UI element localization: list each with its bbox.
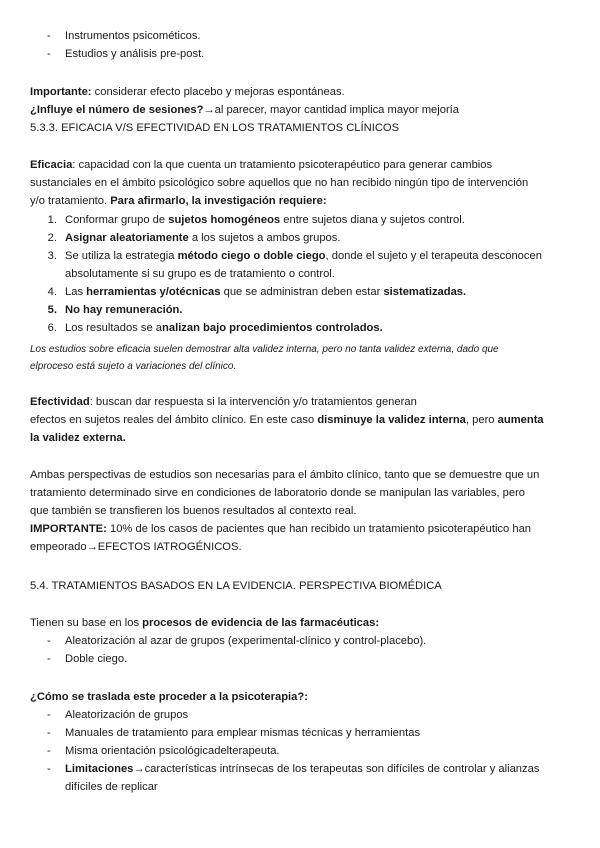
eficacia-paragraph: Eficacia: capacidad con la que cuenta un tratamiento psicoterapéutico para generar cambios sustanciales en el ámbito psicológico sobre aquellos que no han recibido ningún tipo de intervención y/o tratamiento. Para afirmarlo, la investigación requiere: bbox=[30, 159, 529, 207]
requirements-list bbox=[30, 211, 575, 337]
ambas-paragraph: Ambas perspectivas de estudios son necesarias para el ámbito clínico, tanto que se demuestre que un tratamiento determinado sirve en condiciones de laboratorio donde se manipulan las variables, pero que también se transfieren los buenos resultados al contexto real. IMPORTANTE: 10% de los casos de pacientes que han recibido un tratamiento psicoterapéutico han empeorado→EFECTOS IATROGÉNICOS. bbox=[30, 469, 540, 553]
efectividad-paragraph: Efectividad: buscan dar respuesta si la intervención y/o tratamientos generan efectos en sujetos reales del ámbito clínico. En este caso disminuye la validez interna, pero aumenta la validez externa. bbox=[30, 396, 544, 444]
importante-note: Importante: considerar efecto placebo y mejoras espontáneas. bbox=[30, 86, 345, 98]
dash-bullet: - bbox=[47, 763, 51, 775]
list-item: - Aleatorización al azar de grupos (experimental-clínico y control-placebo). bbox=[30, 632, 575, 650]
numbered-item: 5. No hay remuneración. bbox=[47, 304, 183, 316]
list-item-continuation: difíciles de replicar bbox=[65, 781, 158, 793]
dash-bullet: - bbox=[47, 709, 51, 721]
dash-bullet: - bbox=[47, 635, 51, 647]
numbered-item: 4. Las herramientas y/otécnicas que se administran deben estar sistematizadas. bbox=[47, 286, 467, 298]
list-item: - Doble ciego. bbox=[30, 650, 575, 668]
base-sentence: Tienen su base en los procesos de evidencia de las farmacéuticas: bbox=[30, 617, 380, 629]
dash-bullet: - bbox=[47, 745, 51, 757]
list-item: - Estudios y análisis pre-post. bbox=[30, 45, 575, 63]
list-item: - Misma orientación psicológicadelterapeuta. bbox=[30, 742, 575, 760]
dash-bullet: - bbox=[47, 30, 51, 42]
list-item: - Manuales de tratamiento para emplear mismas técnicas y herramientas bbox=[30, 724, 575, 742]
traslada-heading: ¿Cómo se traslada este proceder a la psicoterapia?: bbox=[30, 691, 308, 703]
sesiones-question: ¿Influye el número de sesiones?→al parecer, mayor cantidad implica mayor mejoría bbox=[30, 104, 460, 116]
list-item: - Aleatorización de grupos bbox=[30, 706, 575, 724]
top-bullet-list bbox=[30, 27, 575, 63]
dash-bullet: - bbox=[47, 653, 51, 665]
section-heading-5-4: 5.4. TRATAMIENTOS BASADOS EN LA EVIDENCIA. PERSPECTIVA BIOMÉDICA bbox=[30, 580, 442, 592]
italic-note: Los estudios sobre eficacia suelen demostrar alta validez interna, pero no tanta validez externa, dado que elproceso está sujeto a variaciones del clínico. bbox=[30, 344, 499, 372]
numbered-item: 1. Conformar grupo de sujetos homogéneos entre sujetos diana y sujetos control. bbox=[47, 214, 465, 226]
base-bullet-list bbox=[30, 632, 575, 668]
dash-bullet: - bbox=[47, 727, 51, 739]
numbered-item-continuation: absolutamente si su grupo es de tratamiento o control. bbox=[65, 268, 335, 280]
list-item: - Limitaciones→características intrínsecas de los terapeutas son difíciles de controlar y alianzas bbox=[30, 760, 575, 778]
numbered-item: 3. Se utiliza la estrategia método ciego o doble ciego, donde el sujeto y el terapeuta desconocen bbox=[47, 250, 542, 262]
section-heading-5-3-3: 5.3.3. EFICACIA V/S EFECTIVIDAD EN LOS TRATAMIENTOS CLÍNICOS bbox=[30, 122, 400, 134]
dash-bullet: - bbox=[47, 48, 51, 60]
numbered-item: 6. Los resultados se analizan bajo procedimientos controlados. bbox=[47, 322, 383, 334]
traslada-bullet-list bbox=[30, 706, 575, 796]
numbered-item: 2. Asignar aleatoriamente a los sujetos a ambos grupos. bbox=[47, 232, 341, 244]
list-item: - Instrumentos psicométicos. bbox=[30, 27, 575, 45]
